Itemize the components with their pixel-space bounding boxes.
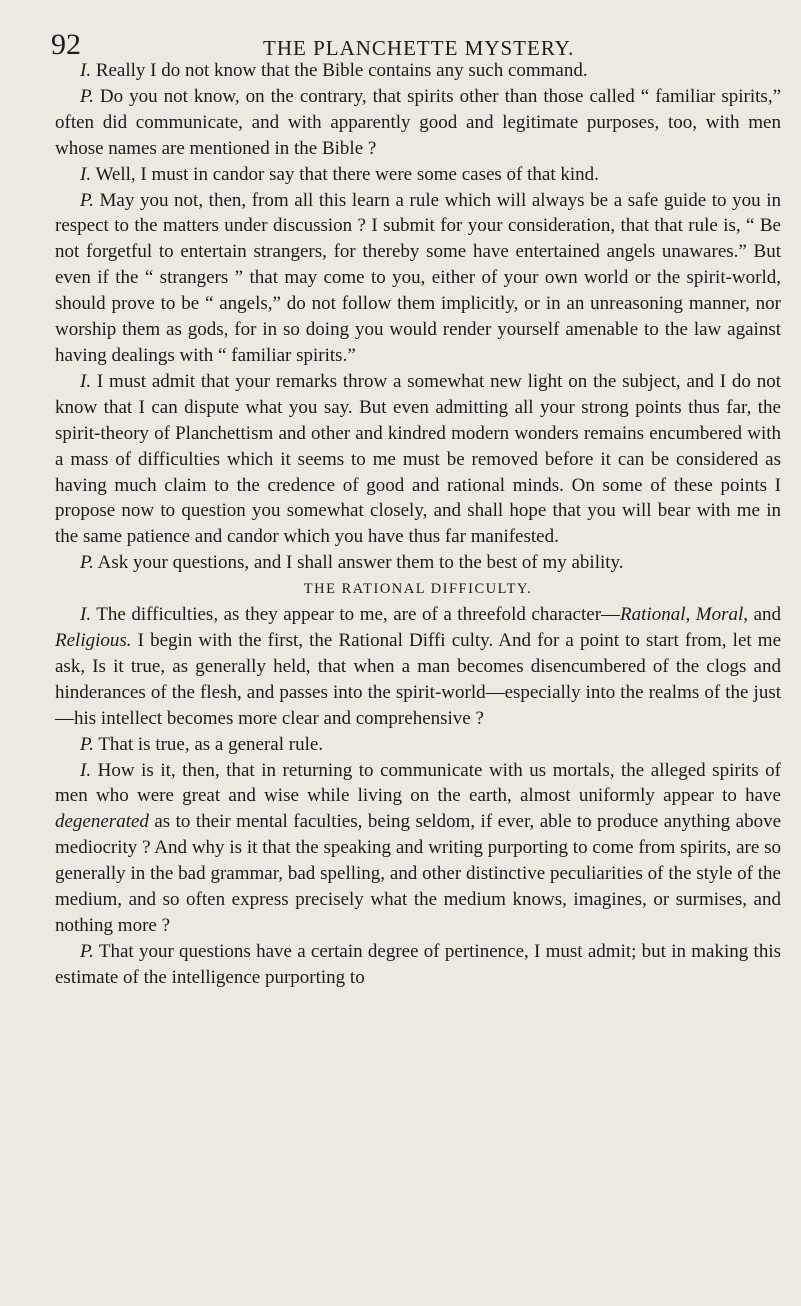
speaker-label: P. xyxy=(80,733,94,755)
paragraph-text: Really I do not know that the Bible contains any such command. xyxy=(91,60,588,81)
paragraph xyxy=(55,602,781,732)
paragraph-text: How is it, then, that in returning to communicate with us mortals, the alleged spirits of men who were great and wise while living on the earth, almost uniformly appear to have xyxy=(55,759,781,807)
italic-term: degenerated xyxy=(55,811,149,833)
paragraph xyxy=(55,550,781,576)
italic-term: Religious. xyxy=(55,630,132,652)
page-number: 92 xyxy=(51,28,81,61)
speaker-label: I. xyxy=(80,163,92,185)
book-page xyxy=(51,14,782,1294)
paragraph-text: as to their mental faculties, being seldom, if ever, able to produce anything above mediocrity ? And why is it that the speaking and writing purporting to come from spirits, are so generally in the bad grammar, bad spelling, and other distinctive peculiarities of the style of the medium, and so often express precisely what the medium knows, imagines, or surmises, and nothing more ? xyxy=(55,811,781,936)
speaker-label: I. xyxy=(80,370,92,392)
paragraph xyxy=(55,939,781,991)
speaker-label: I. xyxy=(80,604,92,626)
running-head xyxy=(51,14,781,61)
paragraph xyxy=(55,369,781,550)
speaker-label: P. xyxy=(80,552,94,574)
paragraph xyxy=(55,188,781,369)
paragraph-text: Well, I must in candor say that there were some cases of that kind. xyxy=(91,163,599,185)
paragraph xyxy=(55,732,781,758)
paragraph-text: Ask your questions, and I shall answer them to the best of my ability. xyxy=(93,552,624,574)
speaker-label: I. xyxy=(80,759,92,781)
paragraph-text: I begin with the first, the Rational Diffi culty. And for a point to start from, let me ask, Is it true, as generally held, that when a man becomes disencumbered of the clogs and hinderances of the flesh, and passes into the spirit-world—especially into the realms of the just—his intellect becomes more clear and comprehensive ? xyxy=(55,630,781,729)
paragraph-text: May you not, then, from all this learn a rule which will always be a safe guide to you in respect to the matters under discussion ? I submit for your consideration, that that rule is, “ Be not forgetful to entertain strangers, for thereby some have entertained angels unawares.” But even if the “ strangers ” that may come to you, either of your own world or the spirit-world, should prove to be “ angels,” do not follow them implicitly, or in an unreasoning manner, nor worship them as gods, for in so doing you would render yourself amenable to the law against having dealings with “ familiar spirits.” xyxy=(55,189,781,366)
paragraph-text: The difficulties, as they appear to me, are of a threefold character— xyxy=(91,604,621,626)
body-text xyxy=(55,58,781,991)
italic-term: Moral xyxy=(695,604,744,626)
paragraph-text: Do you not know, on the contrary, that spirits other than those called “ familiar spirits,” often did communicate, and with apparently good and legitimate purposes, too, with men whose names are mentioned in the Bible ? xyxy=(55,85,781,159)
separator-text: , xyxy=(685,604,696,626)
speaker-label: I. xyxy=(80,60,92,81)
speaker-label: P. xyxy=(80,189,94,211)
separator-text: , and xyxy=(743,604,782,626)
paragraph xyxy=(55,58,781,84)
running-title: THE PLANCHETTE MYSTERY. xyxy=(263,36,575,60)
speaker-label: P. xyxy=(80,940,94,962)
speaker-label: P. xyxy=(80,85,94,107)
paragraph xyxy=(55,84,781,162)
paragraph xyxy=(55,162,781,188)
italic-term: Rational xyxy=(620,604,686,626)
paragraph-text: That your questions have a certain degree of pertinence, I must admit; but in making this estimate of the intelligence purporting to xyxy=(55,940,781,988)
paragraph xyxy=(55,758,781,939)
paragraph-text: I must admit that your remarks throw a somewhat new light on the subject, and I do not know that I can dispute what you say. But even admitting all your strong points thus far, the spirit-theory of Planchettism and other and kindred modern wonders remains encumbered with a mass of difficulties which it seems to me must be removed before it can be considered as having much claim to the credence of good and rational minds. On some of these points I propose now to question you somewhat closely, and shall hope that you will bear with me in the same patience and candor which you have thus far manifested. xyxy=(55,370,781,548)
paragraph-text: That is true, as a general rule. xyxy=(93,733,324,755)
section-heading: THE RATIONAL DIFFICULTY. xyxy=(303,581,533,598)
